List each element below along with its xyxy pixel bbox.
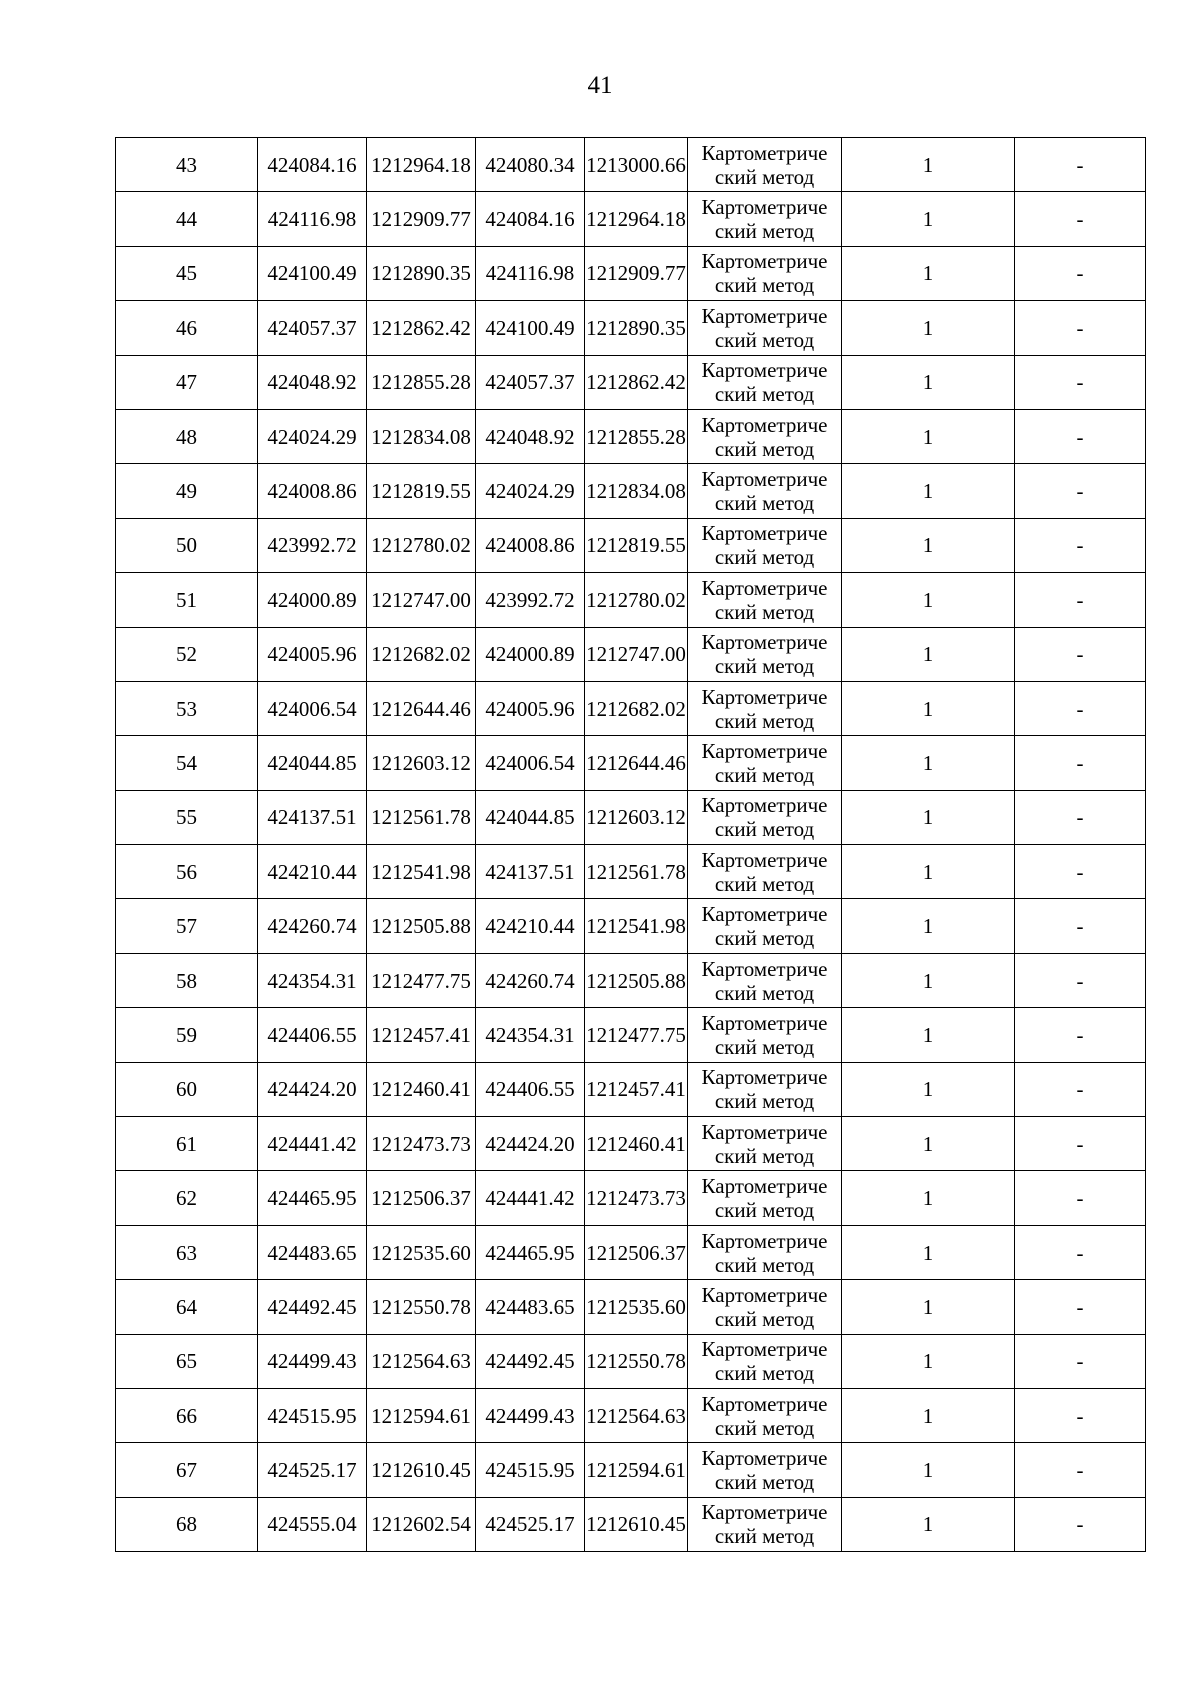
y-end-cell: 1212964.18: [585, 192, 688, 246]
note-cell: -: [1015, 246, 1146, 300]
method-line-1: Картометриче: [701, 575, 828, 600]
method-line-2: ский метод: [714, 491, 815, 516]
table-row: [116, 953, 1146, 1007]
method-cell: [688, 301, 842, 355]
note-cell: -: [1015, 1443, 1146, 1497]
method-cell: [688, 1117, 842, 1171]
y-start-cell: 1212862.42: [367, 301, 476, 355]
x-start-cell: 424006.54: [258, 681, 367, 735]
table-row: [116, 1388, 1146, 1442]
table-row: [116, 845, 1146, 899]
y-start-cell: 1212602.54: [367, 1497, 476, 1551]
x-end-cell: 424008.86: [476, 518, 585, 572]
method-cell: [688, 409, 842, 463]
point-number-cell: 45: [116, 246, 258, 300]
y-start-cell: 1212909.77: [367, 192, 476, 246]
method-line-2: ский метод: [714, 545, 815, 570]
point-number-cell: 48: [116, 409, 258, 463]
method-cell: [688, 518, 842, 572]
x-end-cell: 424100.49: [476, 301, 585, 355]
method-cell: [688, 1497, 842, 1551]
accuracy-cell: 1: [842, 1008, 1015, 1062]
method-line-1: Картометриче: [701, 793, 828, 818]
table-body: [116, 138, 1146, 1552]
method-line-2: ский метод: [714, 382, 815, 407]
method-cell: [688, 1388, 842, 1442]
x-start-cell: 424084.16: [258, 138, 367, 192]
method-line-1: Картометриче: [701, 1065, 828, 1090]
y-start-cell: 1212550.78: [367, 1280, 476, 1334]
point-number-cell: 65: [116, 1334, 258, 1388]
method-cell: [688, 573, 842, 627]
note-cell: -: [1015, 1062, 1146, 1116]
x-end-cell: 424137.51: [476, 845, 585, 899]
method-cell: [688, 246, 842, 300]
x-end-cell: 424048.92: [476, 409, 585, 463]
y-start-cell: 1212834.08: [367, 409, 476, 463]
y-end-cell: 1212834.08: [585, 464, 688, 518]
x-end-cell: 424044.85: [476, 790, 585, 844]
method-cell: [688, 138, 842, 192]
table-row: [116, 1008, 1146, 1062]
table-row: [116, 409, 1146, 463]
y-start-cell: 1212506.37: [367, 1171, 476, 1225]
note-cell: -: [1015, 1280, 1146, 1334]
method-cell: [688, 736, 842, 790]
x-end-cell: 424057.37: [476, 355, 585, 409]
accuracy-cell: 1: [842, 790, 1015, 844]
note-cell: -: [1015, 192, 1146, 246]
x-start-cell: 424525.17: [258, 1443, 367, 1497]
method-line-2: ский метод: [714, 1252, 815, 1277]
point-number-cell: 44: [116, 192, 258, 246]
table-row: [116, 355, 1146, 409]
accuracy-cell: 1: [842, 1388, 1015, 1442]
table-row: [116, 790, 1146, 844]
method-line-2: ский метод: [714, 1306, 815, 1331]
x-start-cell: 424057.37: [258, 301, 367, 355]
y-end-cell: 1212862.42: [585, 355, 688, 409]
x-start-cell: 424048.92: [258, 355, 367, 409]
note-cell: -: [1015, 953, 1146, 1007]
accuracy-cell: 1: [842, 1443, 1015, 1497]
x-end-cell: 424000.89: [476, 627, 585, 681]
method-line-2: ский метод: [714, 817, 815, 842]
note-cell: -: [1015, 464, 1146, 518]
y-end-cell: 1213000.66: [585, 138, 688, 192]
method-line-2: ский метод: [714, 708, 815, 733]
note-cell: -: [1015, 518, 1146, 572]
x-end-cell: 424024.29: [476, 464, 585, 518]
point-number-cell: 62: [116, 1171, 258, 1225]
method-line-1: Картометриче: [701, 1228, 828, 1253]
method-line-1: Картометриче: [701, 521, 828, 546]
x-start-cell: 424116.98: [258, 192, 367, 246]
x-start-cell: 424465.95: [258, 1171, 367, 1225]
table-row: [116, 627, 1146, 681]
y-end-cell: 1212460.41: [585, 1117, 688, 1171]
accuracy-cell: 1: [842, 573, 1015, 627]
table-row: [116, 246, 1146, 300]
point-number-cell: 57: [116, 899, 258, 953]
note-cell: -: [1015, 355, 1146, 409]
note-cell: -: [1015, 899, 1146, 953]
accuracy-cell: 1: [842, 953, 1015, 1007]
y-end-cell: 1212909.77: [585, 246, 688, 300]
x-start-cell: 424005.96: [258, 627, 367, 681]
point-number-cell: 49: [116, 464, 258, 518]
table-row: [116, 1334, 1146, 1388]
point-number-cell: 58: [116, 953, 258, 1007]
y-start-cell: 1212780.02: [367, 518, 476, 572]
method-cell: [688, 627, 842, 681]
x-start-cell: 424008.86: [258, 464, 367, 518]
y-end-cell: 1212550.78: [585, 1334, 688, 1388]
method-line-2: ский метод: [714, 1034, 815, 1059]
method-cell: [688, 953, 842, 1007]
y-start-cell: 1212477.75: [367, 953, 476, 1007]
accuracy-cell: 1: [842, 138, 1015, 192]
y-end-cell: 1212855.28: [585, 409, 688, 463]
method-cell: [688, 464, 842, 518]
accuracy-cell: 1: [842, 1117, 1015, 1171]
point-number-cell: 54: [116, 736, 258, 790]
method-line-2: ский метод: [714, 654, 815, 679]
method-line-2: ский метод: [714, 273, 815, 298]
point-number-cell: 52: [116, 627, 258, 681]
table-row: [116, 464, 1146, 518]
method-cell: [688, 355, 842, 409]
y-start-cell: 1212460.41: [367, 1062, 476, 1116]
method-cell: [688, 192, 842, 246]
method-line-1: Картометриче: [701, 1174, 828, 1199]
accuracy-cell: 1: [842, 1497, 1015, 1551]
accuracy-cell: 1: [842, 736, 1015, 790]
x-end-cell: 424492.45: [476, 1334, 585, 1388]
x-start-cell: 424260.74: [258, 899, 367, 953]
y-start-cell: 1212610.45: [367, 1443, 476, 1497]
y-start-cell: 1212747.00: [367, 573, 476, 627]
table-row: [116, 301, 1146, 355]
point-number-cell: 60: [116, 1062, 258, 1116]
x-start-cell: 424354.31: [258, 953, 367, 1007]
point-number-cell: 59: [116, 1008, 258, 1062]
y-end-cell: 1212603.12: [585, 790, 688, 844]
accuracy-cell: 1: [842, 246, 1015, 300]
point-number-cell: 55: [116, 790, 258, 844]
table-row: [116, 1225, 1146, 1279]
method-line-1: Картометриче: [701, 684, 828, 709]
x-start-cell: 424492.45: [258, 1280, 367, 1334]
method-line-2: ский метод: [714, 164, 815, 189]
note-cell: -: [1015, 627, 1146, 681]
method-line-2: ский метод: [714, 926, 815, 951]
table-row: [116, 899, 1146, 953]
accuracy-cell: 1: [842, 627, 1015, 681]
y-end-cell: 1212610.45: [585, 1497, 688, 1551]
point-number-cell: 67: [116, 1443, 258, 1497]
y-end-cell: 1212506.37: [585, 1225, 688, 1279]
table-row: [116, 1171, 1146, 1225]
point-number-cell: 61: [116, 1117, 258, 1171]
note-cell: -: [1015, 1388, 1146, 1442]
x-start-cell: 424515.95: [258, 1388, 367, 1442]
table-row: [116, 681, 1146, 735]
method-line-1: Картометриче: [701, 249, 828, 274]
method-cell: [688, 1062, 842, 1116]
method-line-1: Картометриче: [701, 1282, 828, 1307]
x-end-cell: 424499.43: [476, 1388, 585, 1442]
x-start-cell: 423992.72: [258, 518, 367, 572]
method-line-1: Картометриче: [701, 1010, 828, 1035]
x-end-cell: 424441.42: [476, 1171, 585, 1225]
accuracy-cell: 1: [842, 1280, 1015, 1334]
x-start-cell: 424555.04: [258, 1497, 367, 1551]
x-end-cell: 424483.65: [476, 1280, 585, 1334]
y-start-cell: 1212890.35: [367, 246, 476, 300]
accuracy-cell: 1: [842, 301, 1015, 355]
x-end-cell: 424006.54: [476, 736, 585, 790]
y-start-cell: 1212855.28: [367, 355, 476, 409]
y-end-cell: 1212457.41: [585, 1062, 688, 1116]
method-line-1: Картометриче: [701, 303, 828, 328]
y-start-cell: 1212535.60: [367, 1225, 476, 1279]
y-end-cell: 1212747.00: [585, 627, 688, 681]
accuracy-cell: 1: [842, 1062, 1015, 1116]
accuracy-cell: 1: [842, 409, 1015, 463]
table-row: [116, 138, 1146, 192]
x-start-cell: 424424.20: [258, 1062, 367, 1116]
table-row: [116, 573, 1146, 627]
y-start-cell: 1212819.55: [367, 464, 476, 518]
x-start-cell: 424499.43: [258, 1334, 367, 1388]
note-cell: -: [1015, 1008, 1146, 1062]
method-line-1: Картометриче: [701, 140, 828, 165]
x-end-cell: 424465.95: [476, 1225, 585, 1279]
method-line-2: ский метод: [714, 599, 815, 624]
y-start-cell: 1212561.78: [367, 790, 476, 844]
method-cell: [688, 681, 842, 735]
y-start-cell: 1212682.02: [367, 627, 476, 681]
note-cell: -: [1015, 1117, 1146, 1171]
y-end-cell: 1212819.55: [585, 518, 688, 572]
x-start-cell: 424024.29: [258, 409, 367, 463]
note-cell: -: [1015, 1225, 1146, 1279]
page-number: 41: [587, 72, 613, 99]
note-cell: -: [1015, 1497, 1146, 1551]
method-cell: [688, 1280, 842, 1334]
point-number-cell: 46: [116, 301, 258, 355]
method-cell: [688, 1008, 842, 1062]
method-line-1: Картометриче: [701, 1337, 828, 1362]
note-cell: -: [1015, 845, 1146, 899]
method-line-2: ский метод: [714, 327, 815, 352]
method-cell: [688, 899, 842, 953]
table-row: [116, 1443, 1146, 1497]
x-start-cell: 424210.44: [258, 845, 367, 899]
y-end-cell: 1212594.61: [585, 1443, 688, 1497]
y-start-cell: 1212644.46: [367, 681, 476, 735]
method-line-2: ский метод: [714, 1089, 815, 1114]
note-cell: -: [1015, 409, 1146, 463]
y-end-cell: 1212780.02: [585, 573, 688, 627]
table-row: [116, 1062, 1146, 1116]
point-number-cell: 66: [116, 1388, 258, 1442]
method-line-1: Картометриче: [701, 1119, 828, 1144]
x-end-cell: 424080.34: [476, 138, 585, 192]
note-cell: -: [1015, 1171, 1146, 1225]
point-number-cell: 47: [116, 355, 258, 409]
point-number-cell: 56: [116, 845, 258, 899]
note-cell: -: [1015, 573, 1146, 627]
x-end-cell: 424515.95: [476, 1443, 585, 1497]
point-number-cell: 53: [116, 681, 258, 735]
point-number-cell: 64: [116, 1280, 258, 1334]
note-cell: -: [1015, 1334, 1146, 1388]
y-end-cell: 1212890.35: [585, 301, 688, 355]
x-end-cell: 424005.96: [476, 681, 585, 735]
y-end-cell: 1212477.75: [585, 1008, 688, 1062]
y-end-cell: 1212561.78: [585, 845, 688, 899]
method-line-1: Картометриче: [701, 738, 828, 763]
note-cell: -: [1015, 301, 1146, 355]
note-cell: -: [1015, 736, 1146, 790]
accuracy-cell: 1: [842, 1334, 1015, 1388]
x-end-cell: 424210.44: [476, 899, 585, 953]
accuracy-cell: 1: [842, 1225, 1015, 1279]
y-end-cell: 1212505.88: [585, 953, 688, 1007]
x-end-cell: 424354.31: [476, 1008, 585, 1062]
x-start-cell: 424137.51: [258, 790, 367, 844]
y-end-cell: 1212644.46: [585, 736, 688, 790]
method-line-1: Картометриче: [701, 1446, 828, 1471]
method-cell: [688, 1171, 842, 1225]
y-start-cell: 1212505.88: [367, 899, 476, 953]
x-end-cell: 424424.20: [476, 1117, 585, 1171]
table-row: [116, 1497, 1146, 1551]
accuracy-cell: 1: [842, 899, 1015, 953]
y-end-cell: 1212541.98: [585, 899, 688, 953]
table-row: [116, 1117, 1146, 1171]
method-line-1: Картометриче: [701, 358, 828, 383]
method-line-1: Картометриче: [701, 902, 828, 927]
y-end-cell: 1212473.73: [585, 1171, 688, 1225]
y-start-cell: 1212541.98: [367, 845, 476, 899]
x-end-cell: 424084.16: [476, 192, 585, 246]
y-start-cell: 1212457.41: [367, 1008, 476, 1062]
method-line-2: ский метод: [714, 762, 815, 787]
method-line-2: ский метод: [714, 980, 815, 1005]
accuracy-cell: 1: [842, 1171, 1015, 1225]
method-line-2: ский метод: [714, 1415, 815, 1440]
x-start-cell: 424441.42: [258, 1117, 367, 1171]
point-number-cell: 68: [116, 1497, 258, 1551]
table-row: [116, 192, 1146, 246]
x-start-cell: 424483.65: [258, 1225, 367, 1279]
x-end-cell: 424116.98: [476, 246, 585, 300]
method-line-2: ский метод: [714, 219, 815, 244]
x-end-cell: 424406.55: [476, 1062, 585, 1116]
x-start-cell: 424100.49: [258, 246, 367, 300]
method-cell: [688, 790, 842, 844]
table-row: [116, 518, 1146, 572]
point-number-cell: 51: [116, 573, 258, 627]
coordinates-table: [115, 137, 1146, 1552]
method-line-2: ский метод: [714, 1198, 815, 1223]
point-number-cell: 43: [116, 138, 258, 192]
accuracy-cell: 1: [842, 845, 1015, 899]
method-line-2: ский метод: [714, 1470, 815, 1495]
method-line-2: ский метод: [714, 436, 815, 461]
method-line-1: Картометриче: [701, 1500, 828, 1525]
method-cell: [688, 845, 842, 899]
method-line-2: ский метод: [714, 871, 815, 896]
y-start-cell: 1212603.12: [367, 736, 476, 790]
method-line-1: Картометриче: [701, 847, 828, 872]
note-cell: -: [1015, 138, 1146, 192]
method-cell: [688, 1334, 842, 1388]
accuracy-cell: 1: [842, 355, 1015, 409]
point-number-cell: 63: [116, 1225, 258, 1279]
accuracy-cell: 1: [842, 192, 1015, 246]
method-line-1: Картометриче: [701, 412, 828, 437]
y-start-cell: 1212594.61: [367, 1388, 476, 1442]
accuracy-cell: 1: [842, 518, 1015, 572]
y-start-cell: 1212564.63: [367, 1334, 476, 1388]
accuracy-cell: 1: [842, 681, 1015, 735]
accuracy-cell: 1: [842, 464, 1015, 518]
table-row: [116, 736, 1146, 790]
method-line-2: ский метод: [714, 1361, 815, 1386]
method-cell: [688, 1443, 842, 1497]
method-line-1: Картометриче: [701, 956, 828, 981]
x-end-cell: 423992.72: [476, 573, 585, 627]
method-line-1: Картометриче: [701, 630, 828, 655]
method-line-2: ский метод: [714, 1143, 815, 1168]
note-cell: -: [1015, 790, 1146, 844]
x-end-cell: 424260.74: [476, 953, 585, 1007]
method-line-2: ский метод: [714, 1524, 815, 1549]
table-row: [116, 1280, 1146, 1334]
point-number-cell: 50: [116, 518, 258, 572]
y-end-cell: 1212564.63: [585, 1388, 688, 1442]
x-start-cell: 424044.85: [258, 736, 367, 790]
method-cell: [688, 1225, 842, 1279]
y-end-cell: 1212682.02: [585, 681, 688, 735]
y-start-cell: 1212473.73: [367, 1117, 476, 1171]
y-start-cell: 1212964.18: [367, 138, 476, 192]
note-cell: -: [1015, 681, 1146, 735]
x-end-cell: 424525.17: [476, 1497, 585, 1551]
x-start-cell: 424406.55: [258, 1008, 367, 1062]
x-start-cell: 424000.89: [258, 573, 367, 627]
method-line-1: Картометриче: [701, 1391, 828, 1416]
method-line-1: Картометриче: [701, 467, 828, 492]
y-end-cell: 1212535.60: [585, 1280, 688, 1334]
method-line-1: Картометриче: [701, 195, 828, 220]
